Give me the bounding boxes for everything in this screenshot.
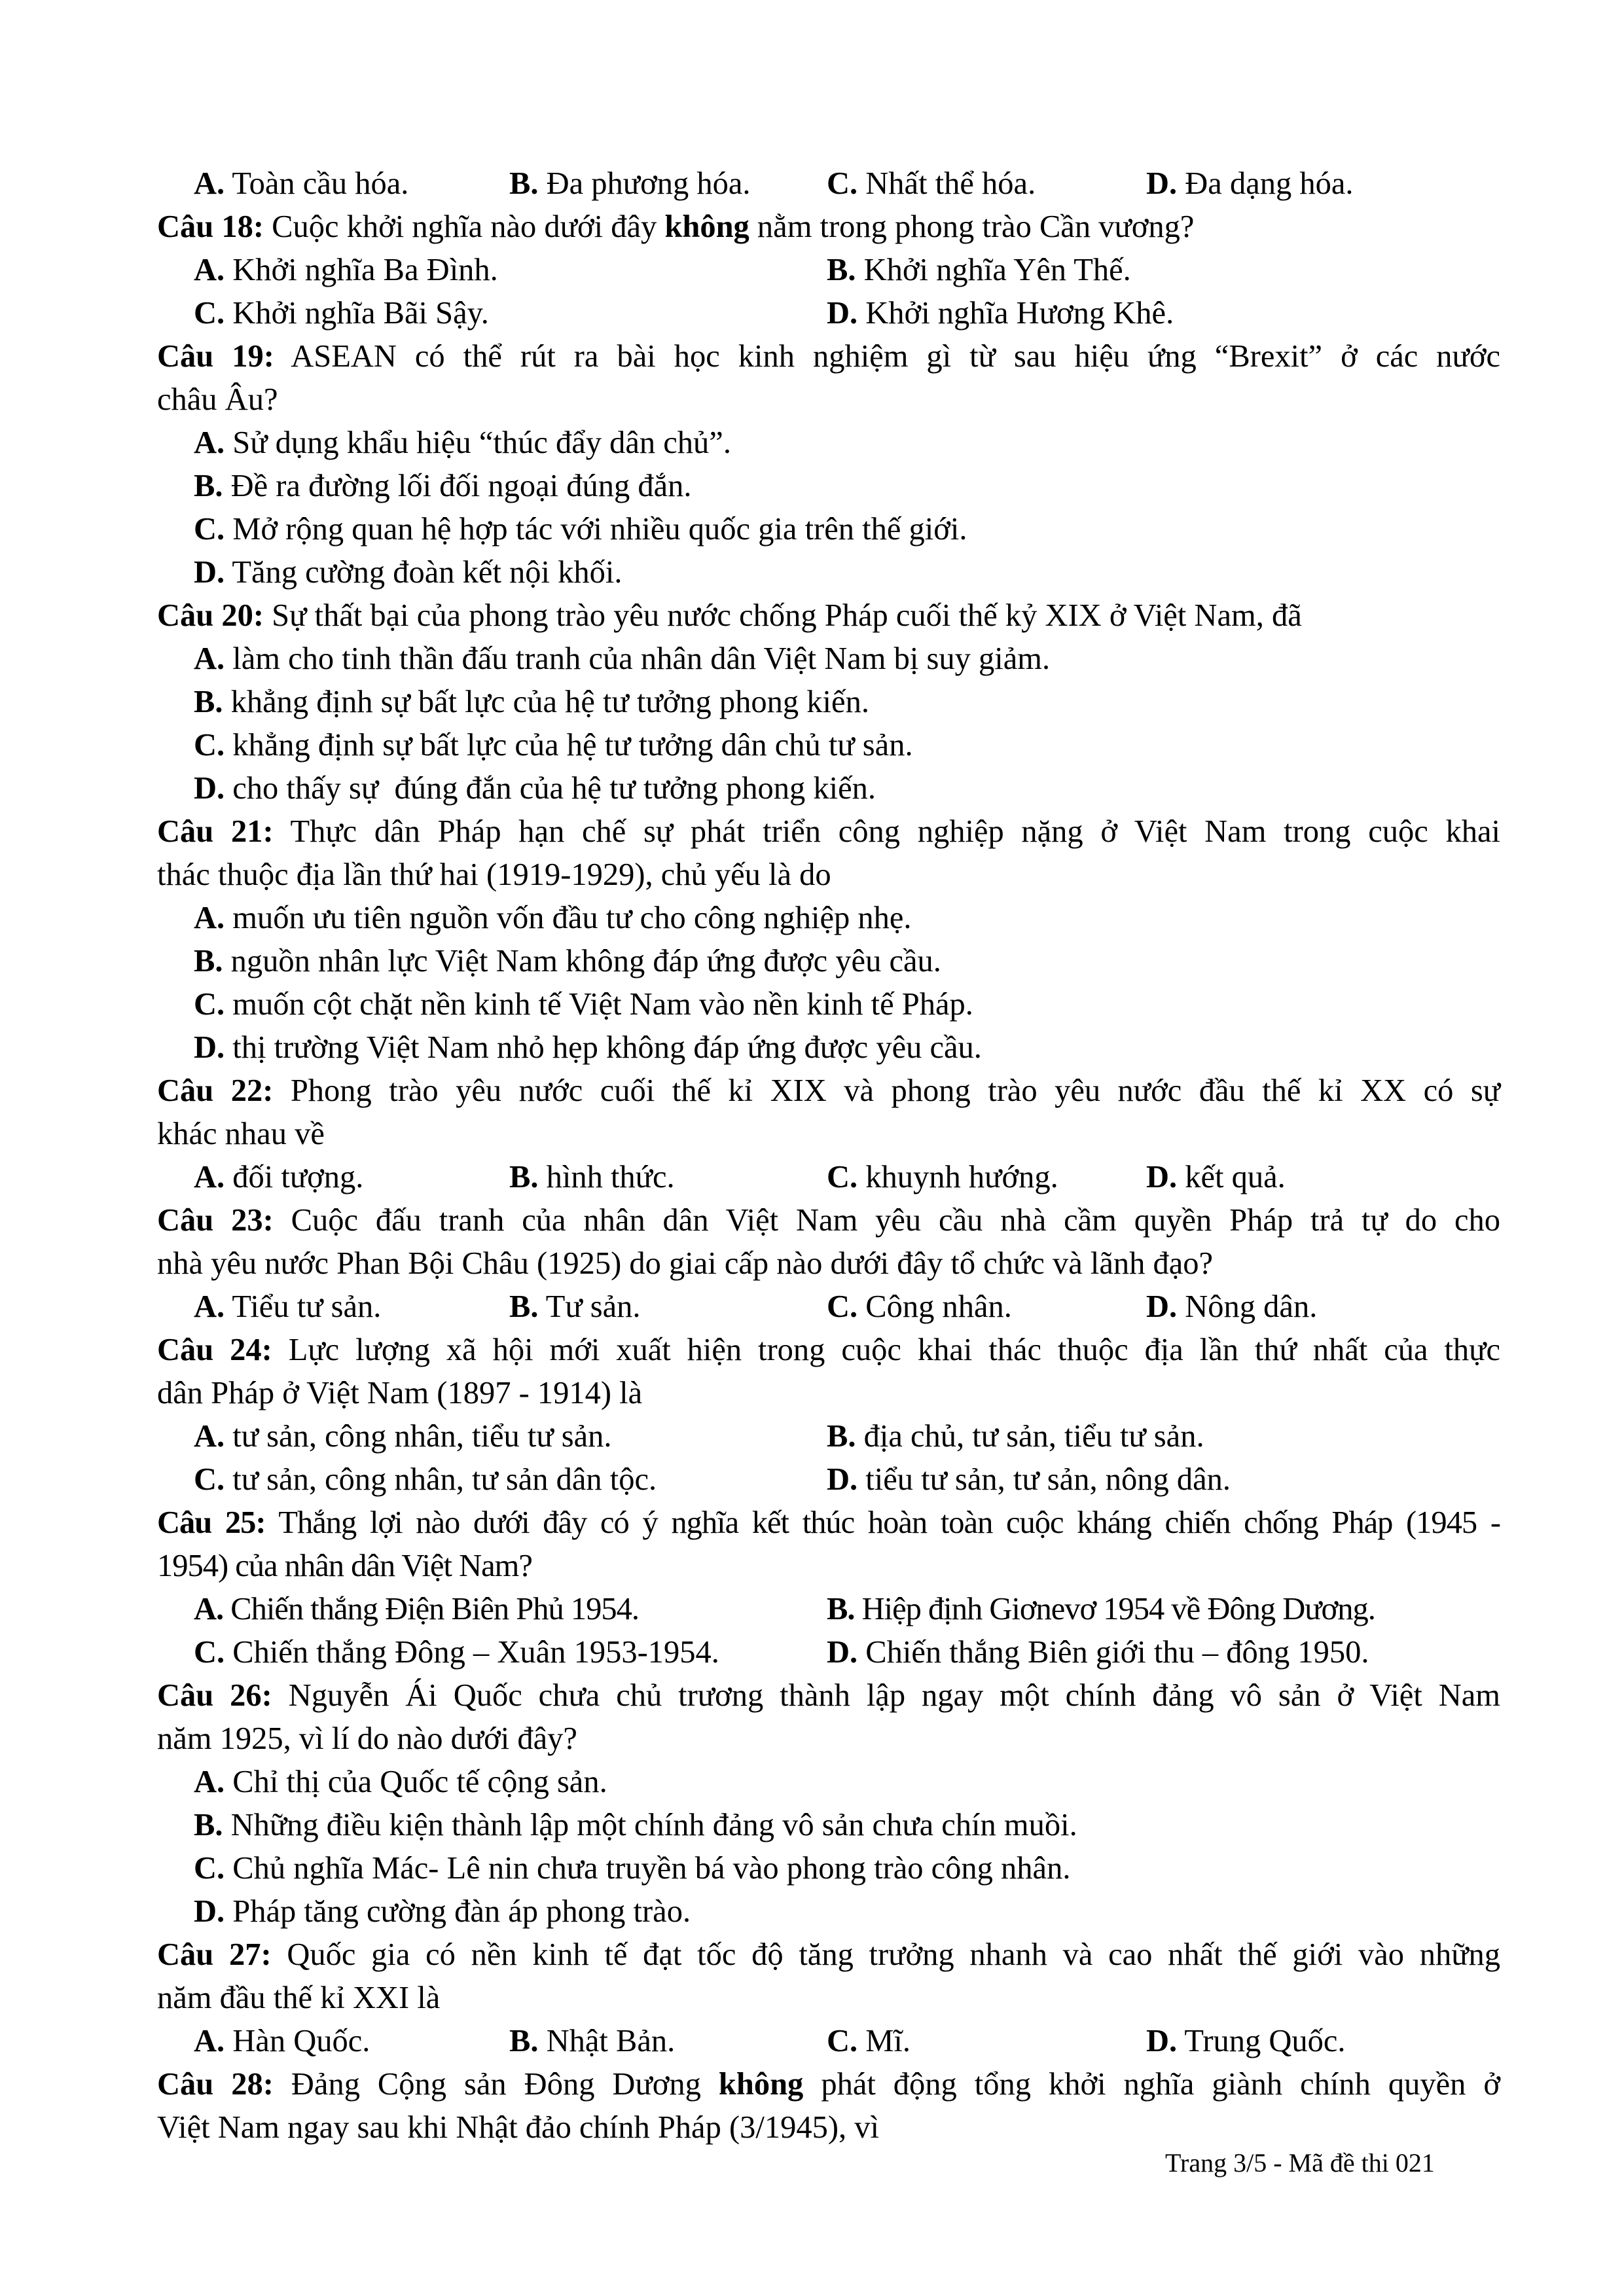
q23-option-a: A. Tiểu tư sản.	[194, 1289, 382, 1324]
q22-label: Câu 22:	[157, 1073, 274, 1108]
q26-stem-line-1: Câu 26: Nguyễn Ái Quốc chưa chủ trương thành lập ngay một chính đảng vô sản ở Việt Nam	[157, 1678, 1501, 1713]
q26-option-d: D. Pháp tăng cường đàn áp phong trào.	[194, 1894, 691, 1929]
q26-label: Câu 26:	[157, 1678, 272, 1713]
q23-option-b: B. Tư sản.	[509, 1289, 641, 1324]
q20-option-d: D. cho thấy sự đúng đắn của hệ tư tưởng phong kiến.	[194, 771, 876, 806]
q18-option-b: B. Khởi nghĩa Yên Thế.	[827, 253, 1131, 287]
q19-option-a: A. Sử dụng khẩu hiệu “thúc đẩy dân chủ”.	[194, 425, 731, 460]
q23-stem-line-1: Câu 23: Cuộc đấu tranh của nhân dân Việt Nam yêu cầu nhà cầm quyền Pháp trả tự do cho	[157, 1203, 1500, 1238]
q20-option-c: C. khẳng định sự bất lực của hệ tư tưởng dân chủ tư sản.	[194, 728, 913, 762]
q25-stem-line-1: Câu 25: Thắng lợi nào dưới đây có ý nghĩa kết thúc hoàn toàn cuộc kháng chiến chống Pháp (1945 -	[157, 1505, 1500, 1540]
q26-option-a: A. Chỉ thị của Quốc tế cộng sản.	[194, 1765, 607, 1799]
q23-stem-line-2: nhà yêu nước Phan Bội Châu (1925) do giai cấp nào dưới đây tổ chức và lãnh đạo?	[157, 1246, 1214, 1281]
q23-option-d: D. Nông dân.	[1146, 1289, 1318, 1324]
q21-option-a: A. muốn ưu tiên nguồn vốn đầu tư cho công nghiệp nhẹ.	[194, 901, 912, 935]
page-footer: Trang 3/5 - Mã đề thi 021	[1165, 2148, 1435, 2178]
q17-option-c: C. Nhất thể hóa.	[827, 166, 1036, 201]
q20-stem: Câu 20: Sự thất bại của phong trào yêu nước chống Pháp cuối thế kỷ XIX ở Việt Nam, đã	[157, 598, 1302, 633]
q25-option-a: A. Chiến thắng Điện Biên Phủ 1954.	[194, 1592, 639, 1626]
q22-option-d: D. kết quả.	[1146, 1160, 1286, 1194]
q28-label: Câu 28:	[157, 2067, 274, 2102]
q23-option-c: C. Công nhân.	[827, 1289, 1012, 1324]
q25-option-b: B. Hiệp định Giơnevơ 1954 về Đông Dương.	[827, 1592, 1375, 1626]
q24-option-c: C. tư sản, công nhân, tư sản dân tộc.	[194, 1462, 657, 1497]
q21-stem-line-2: thác thuộc địa lần thứ hai (1919-1929), chủ yếu là do	[157, 857, 831, 892]
q27-label: Câu 27:	[157, 1937, 272, 1972]
q27-option-a: A. Hàn Quốc.	[194, 2024, 370, 2058]
q24-option-d: D. tiểu tư sản, tư sản, nông dân.	[827, 1462, 1231, 1497]
q21-stem-line-1: Câu 21: Thực dân Pháp hạn chế sự phát triển công nghiệp nặng ở Việt Nam trong cuộc khai	[157, 814, 1500, 849]
q28-stem-line-1: Câu 28: Đảng Cộng sản Đông Dương không phát động tổng khởi nghĩa giành chính quyền ở	[157, 2067, 1501, 2102]
q25-stem-line-2: 1954) của nhân dân Việt Nam?	[157, 1549, 532, 1583]
q19-label: Câu 19:	[157, 339, 274, 374]
q25-label: Câu 25:	[157, 1505, 266, 1540]
q24-label: Câu 24:	[157, 1333, 272, 1367]
q18-stem: Câu 18: Cuộc khởi nghĩa nào dưới đây không nằm trong phong trào Cần vương?	[157, 209, 1195, 244]
q20-option-a: A. làm cho tinh thần đấu tranh của nhân dân Việt Nam bị suy giảm.	[194, 641, 1051, 676]
q24-stem-line-1: Câu 24: Lực lượng xã hội mới xuất hiện trong cuộc khai thác thuộc địa lần thứ nhất của thực	[157, 1333, 1500, 1367]
q27-stem-line-1: Câu 27: Quốc gia có nền kinh tế đạt tốc độ tăng trưởng nhanh và cao nhất thế giới vào những	[157, 1937, 1500, 1972]
q20-label: Câu 20:	[157, 598, 264, 633]
q28-stem-line-2: Việt Nam ngay sau khi Nhật đảo chính Pháp (3/1945), vì	[157, 2110, 879, 2145]
q22-option-b: B. hình thức.	[509, 1160, 675, 1194]
q23-label: Câu 23:	[157, 1203, 274, 1238]
q27-option-c: C. Mĩ.	[827, 2024, 911, 2058]
q21-option-d: D. thị trường Việt Nam nhỏ hẹp không đáp ứng được yêu cầu.	[194, 1030, 982, 1065]
q19-option-b: B. Đề ra đường lối đối ngoại đúng đắn.	[194, 469, 692, 503]
q28-emphasis: không	[718, 2067, 804, 2102]
q24-option-b: B. địa chủ, tư sản, tiểu tư sản.	[827, 1419, 1204, 1454]
q19-option-c: C. Mở rộng quan hệ hợp tác với nhiều quốc gia trên thế giới.	[194, 512, 967, 547]
q25-option-d: D. Chiến thắng Biên giới thu – đông 1950.	[827, 1635, 1369, 1670]
q27-stem-line-2: năm đầu thế kỉ XXI là	[157, 1981, 441, 2015]
q17-option-a: A. Toàn cầu hóa.	[194, 166, 409, 201]
q27-option-d: D. Trung Quốc.	[1146, 2024, 1346, 2058]
q24-option-a: A. tư sản, công nhân, tiểu tư sản.	[194, 1419, 612, 1454]
q18-option-a: A. Khởi nghĩa Ba Đình.	[194, 253, 498, 287]
q22-stem-line-1: Câu 22: Phong trào yêu nước cuối thế kỉ XIX và phong trào yêu nước đầu thế kỉ XX có sự	[157, 1073, 1501, 1108]
q26-option-c: C. Chủ nghĩa Mác- Lê nin chưa truyền bá vào phong trào công nhân.	[194, 1851, 1071, 1886]
q25-option-c: C. Chiến thắng Đông – Xuân 1953-1954.	[194, 1635, 719, 1670]
q17-option-b: B. Đa phương hóa.	[509, 166, 751, 201]
q27-option-b: B. Nhật Bản.	[509, 2024, 676, 2058]
q17-option-d: D. Đa dạng hóa.	[1146, 166, 1354, 201]
q21-label: Câu 21:	[157, 814, 274, 849]
q26-stem-line-2: năm 1925, vì lí do nào dưới đây?	[157, 1721, 577, 1756]
q18-emphasis: không	[664, 209, 749, 244]
q20-option-b: B. khẳng định sự bất lực của hệ tư tưởng phong kiến.	[194, 685, 869, 719]
q22-option-a: A. đối tượng.	[194, 1160, 364, 1194]
q18-label: Câu 18:	[157, 209, 264, 244]
q18-option-c: C. Khởi nghĩa Bãi Sậy.	[194, 296, 489, 331]
q21-option-c: C. muốn cột chặt nền kinh tế Việt Nam vào nền kinh tế Pháp.	[194, 987, 973, 1022]
q22-option-c: C. khuynh hướng.	[827, 1160, 1058, 1194]
q19-stem-line-1: Câu 19: ASEAN có thể rút ra bài học kinh nghiệm gì từ sau hiệu ứng “Brexit” ở các nước	[157, 339, 1500, 374]
q18-option-d: D. Khởi nghĩa Hương Khê.	[827, 296, 1174, 331]
q19-stem-line-2: châu Âu?	[157, 382, 278, 417]
q26-option-b: B. Những điều kiện thành lập một chính đảng vô sản chưa chín muồi.	[194, 1808, 1077, 1842]
q21-option-b: B. nguồn nhân lực Việt Nam không đáp ứng được yêu cầu.	[194, 944, 941, 978]
q19-option-d: D. Tăng cường đoàn kết nội khối.	[194, 555, 623, 590]
q24-stem-line-2: dân Pháp ở Việt Nam (1897 - 1914) là	[157, 1376, 643, 1410]
q22-stem-line-2: khác nhau về	[157, 1117, 325, 1151]
